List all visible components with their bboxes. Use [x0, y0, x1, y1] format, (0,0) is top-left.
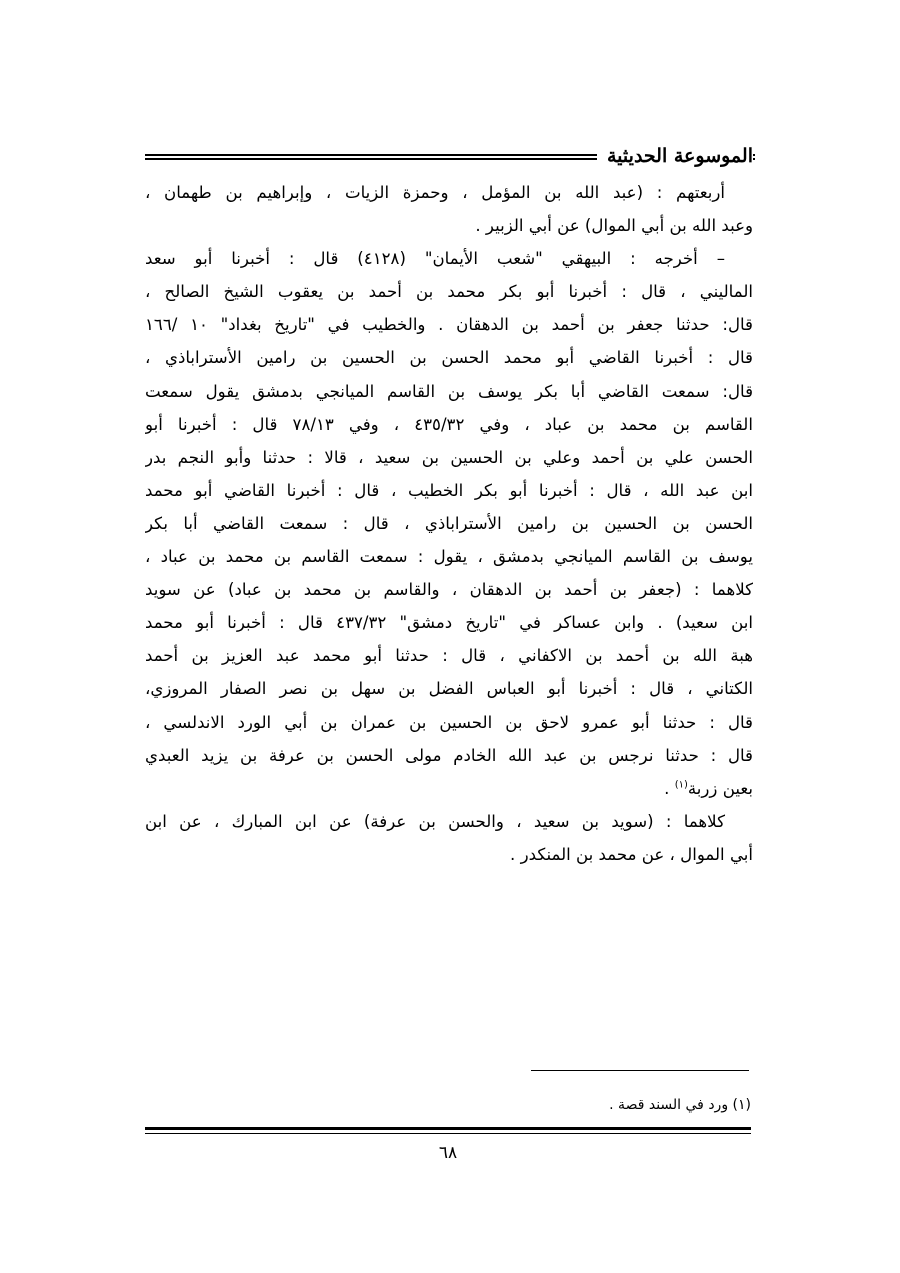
- text-line: قال: حدثنا جعفر بن أحمد بن الدهقان . والخطيب في "تاريخ بغداد" ١٠ /١٦٦: [145, 315, 753, 335]
- text-line: قال: سمعت القاضي أبا بكر يوسف بن القاسم الميانجي بدمشق يقول سمعت: [145, 381, 753, 401]
- text-fragment: .: [664, 778, 675, 798]
- main-text: [145, 176, 753, 871]
- page-number: ٦٨: [438, 1143, 458, 1163]
- text-line: أربعتهم : (عبد الله بن المؤمل ، وحمزة الزيات ، وإبراهيم بن طهمان ،: [145, 183, 725, 202]
- text-fragment: بعين زربة: [687, 778, 753, 798]
- text-line: أبي الموال ، عن محمد بن المنكدر .: [510, 844, 753, 864]
- text-line: قال : حدثنا نرجس بن عبد الله الخادم مولى الحسن بن عرفة بن يزيد العبدي: [145, 745, 753, 765]
- text-line: ابن سعيد) . وابن عساكر في "تاريخ دمشق" ٤٣٧/٣٢ قال : أخبرنا أبو محمد: [145, 613, 753, 633]
- text-line: – أخرجه : البيهقي "شعب الأيمان" (٤١٢٨) قال : أخبرنا أبو سعد: [145, 249, 725, 269]
- text-line-with-footnote: [145, 772, 753, 805]
- text-line: ابن عبد الله ، قال : أخبرنا أبو بكر الخطيب ، قال : أخبرنا القاضي أبو محمد: [145, 480, 753, 500]
- text-line: قال : أخبرنا القاضي أبو محمد الحسن بن الحسين بن رامين الأستراباذي ،: [145, 348, 753, 368]
- text-line: كلاهما : (سويد بن سعيد ، والحسن بن عرفة) عن ابن المبارك ، عن ابن: [145, 811, 725, 831]
- text-line: وعبد الله بن أبي الموال) عن أبي الزبير .: [475, 216, 753, 236]
- text-line: هبة الله بن أحمد بن الاكفاني ، قال : حدثنا أبو محمد عبد العزيز بن أحمد: [145, 646, 753, 666]
- footnote-separator: [531, 1070, 749, 1071]
- text-line: قال : حدثنا أبو عمرو لاحق بن الحسين بن عمران بن أبي الورد الاندلسي ،: [145, 712, 753, 732]
- footnote-reference[interactable]: (١): [674, 779, 688, 791]
- text-line: الحسن بن الحسين بن رامين الأستراباذي ، قال : سمعت القاضي أبا بكر: [145, 513, 753, 533]
- text-line: الكتاني ، قال : أخبرنا أبو العباس الفضل بن سهل بن نصر الصفار المروزي،: [145, 679, 753, 699]
- text-line: الماليني ، قال : أخبرنا أبو بكر محمد بن أحمد بن يعقوب الشيخ الصالح ،: [145, 282, 753, 302]
- bottom-rule: [145, 1127, 751, 1134]
- text-line: القاسم بن محمد بن عباد ، وفي ٤٣٥/٣٢ ، وفي ٧٨/١٣ قال : أخبرنا أبو: [145, 414, 753, 434]
- header-title: الموسوعة الحديثية: [597, 143, 753, 169]
- text-line: كلاهما : (جعفر بن أحمد بن الدهقان ، والقاسم بن محمد بن عباد) عن سويد: [145, 580, 753, 600]
- running-header: [145, 143, 755, 169]
- text-line: الحسن علي بن أحمد وعلي بن الحسين بن سعيد ، قالا : حدثنا وأبو النجم بدر: [145, 447, 753, 467]
- footnote: (١) ورد في السند قصة .: [609, 1097, 751, 1113]
- text-line: يوسف بن القاسم الميانجي بدمشق ، يقول : سمعت القاسم بن محمد بن عباد ،: [145, 547, 753, 567]
